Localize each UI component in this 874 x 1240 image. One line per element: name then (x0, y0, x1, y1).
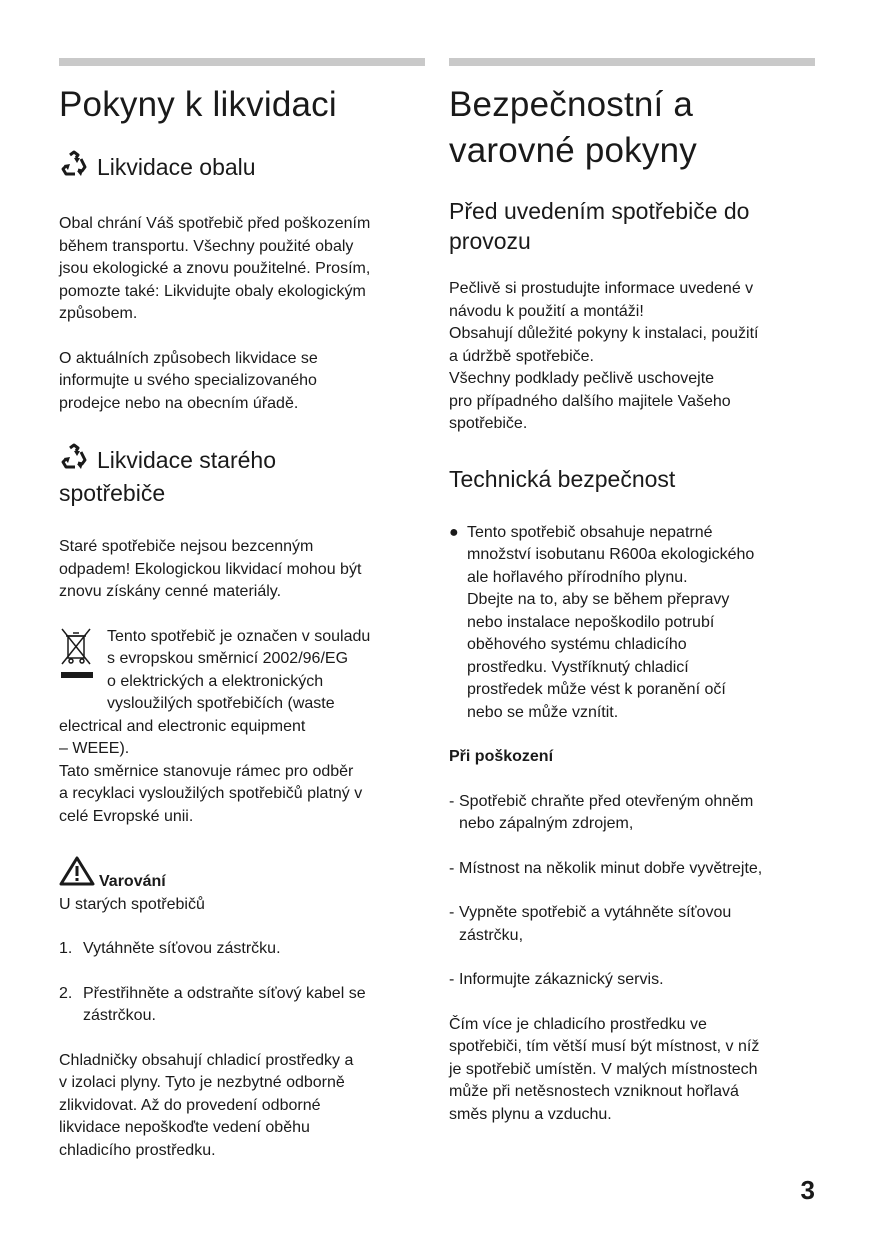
dash-marker: - (449, 904, 455, 921)
safety-title-line1: Bezpečnostní a (449, 85, 694, 124)
warning-step (59, 938, 425, 961)
before-use-heading-line2: provozu (449, 228, 531, 254)
dash-marker: - (449, 859, 455, 877)
technical-safety-heading: Technická bezpečnost (449, 465, 676, 492)
crossed-bin-icon (59, 626, 95, 691)
damage-list-text: Místnost na několik minut dobře vyvětrejte, (459, 859, 763, 877)
warning-step-text: Přestřihněte a odstraňte síťový kabel se zástrčkou. (83, 984, 366, 1024)
damage-list-item (449, 902, 815, 947)
warning-label: Varování (99, 873, 166, 890)
dash-marker: - (449, 792, 455, 810)
damage-list-text: Informujte zákaznický servis. (459, 971, 664, 988)
old-appliance-heading-line1: Likvidace starého (97, 447, 276, 473)
before-use-heading-line1: Před uvedením spotřebiče do (449, 198, 750, 224)
packaging-info-paragraph: O aktuálních způsobech likvidace se informujte u svého specializovaného prodejce nebo na obecním úřadě. (59, 349, 318, 412)
warning-step (59, 983, 425, 1028)
damage-list-text: Vypněte spotřebič a vytáhněte síťovou zástrčku, (459, 904, 732, 944)
packaging-heading-text: Likvidace obalu (97, 154, 256, 180)
weee-paragraph-rest: electrical and electronic equipment – WEEE). Tato směrnice stanovuje rámec pro odběr a recyklaci vysloužilých spotřebičů platný v celé Evropské unii. (59, 717, 363, 825)
before-use-heading (449, 196, 815, 256)
weee-block (59, 626, 425, 829)
disposal-title: Pokyny k likvidaci (59, 85, 337, 124)
warning-step-number: 2. (59, 984, 73, 1002)
warning-step-number: 1. (59, 940, 73, 957)
warning-heading (59, 856, 425, 894)
technical-bullet-text: Tento spotřebič obsahuje nepatrné množství isobutanu R600a ekologického ale hořlavého přírodního plynu. Dbejte na to, aby se během přepravy nebo instalace nepoškodilo potrubí oběhového systému chladicího prostředku. Vystříknutý chladicí prostředek může vést k poranění očí nebo se může vznítit. (467, 523, 755, 721)
damage-list-item (449, 791, 815, 836)
warning-step-text: Vytáhněte síťovou zástrčku. (83, 940, 281, 957)
page-number: 3 (800, 1175, 815, 1205)
warning-subtitle: U starých spotřebičů (59, 895, 205, 913)
technical-bullet (449, 522, 815, 725)
damage-list-text: Spotřebič chraňte před otevřeným ohněm nebo zápalným zdrojem, (459, 792, 754, 832)
right-column (449, 58, 815, 1126)
old-appliance-heading-line2: spotřebiče (59, 480, 166, 506)
damage-heading: Při poškození (449, 748, 554, 765)
warning-closing-paragraph: Chladničky obsahují chladicí prostředky a v izolaci plyny. Tyto je nezbytné odborně zlikvidovat. Až do provedení odborné likvidace nepoškoďte vedení oběhu chladicího prostředku. (59, 1051, 354, 1159)
safety-title (449, 82, 815, 174)
safety-title-line2: varovné pokyny (449, 131, 697, 170)
old-appliance-heading (59, 443, 425, 508)
dash-marker: - (449, 971, 455, 988)
packaging-paragraph: Obal chrání Váš spotřebič před poškozením během transportu. Všechny použité obaly jsou ekologické a znovu použitelné. Prosím, pomozte také: Likvidujte obaly ekologickým způsobem. (59, 215, 371, 322)
weee-paragraph-indented: Tento spotřebič je označen v souladu s evropskou směrnicí 2002/96/EG o elektrických a elektronických vysloužilých spotřebičích (waste (107, 627, 371, 712)
header-rule (59, 58, 425, 66)
recycle-icon (59, 443, 89, 478)
recycle-icon (59, 150, 89, 185)
left-column (59, 58, 425, 1162)
damage-list-item (449, 969, 815, 992)
bullet-marker: ● (449, 523, 459, 541)
warning-triangle-icon (59, 856, 95, 894)
damage-list-item (449, 858, 815, 881)
header-rule (449, 58, 815, 66)
packaging-heading (59, 150, 425, 185)
old-appliance-paragraph: Staré spotřebiče nejsou bezcenným odpadem! Ekologickou likvidací mohou být znovu získány cenné materiály. (59, 538, 362, 600)
technical-closing-paragraph: Čím více je chladicího prostředku ve spotřebiči, tím větší musí být místnost, v níž je spotřebič umístěn. V malých místnostech může při netěsnostech vzniknout hořlavá směs plynu a vzduchu. (449, 1015, 760, 1123)
before-use-paragraph: Pečlivě si prostudujte informace uvedené v návodu k použití a montáži! Obsahují důležité pokyny k instalaci, použití a údržbě spotřebiče. Všechny podklady pečlivě uschovejte pro případného dalšího majitele Vašeho spotřebiče. (449, 280, 759, 432)
